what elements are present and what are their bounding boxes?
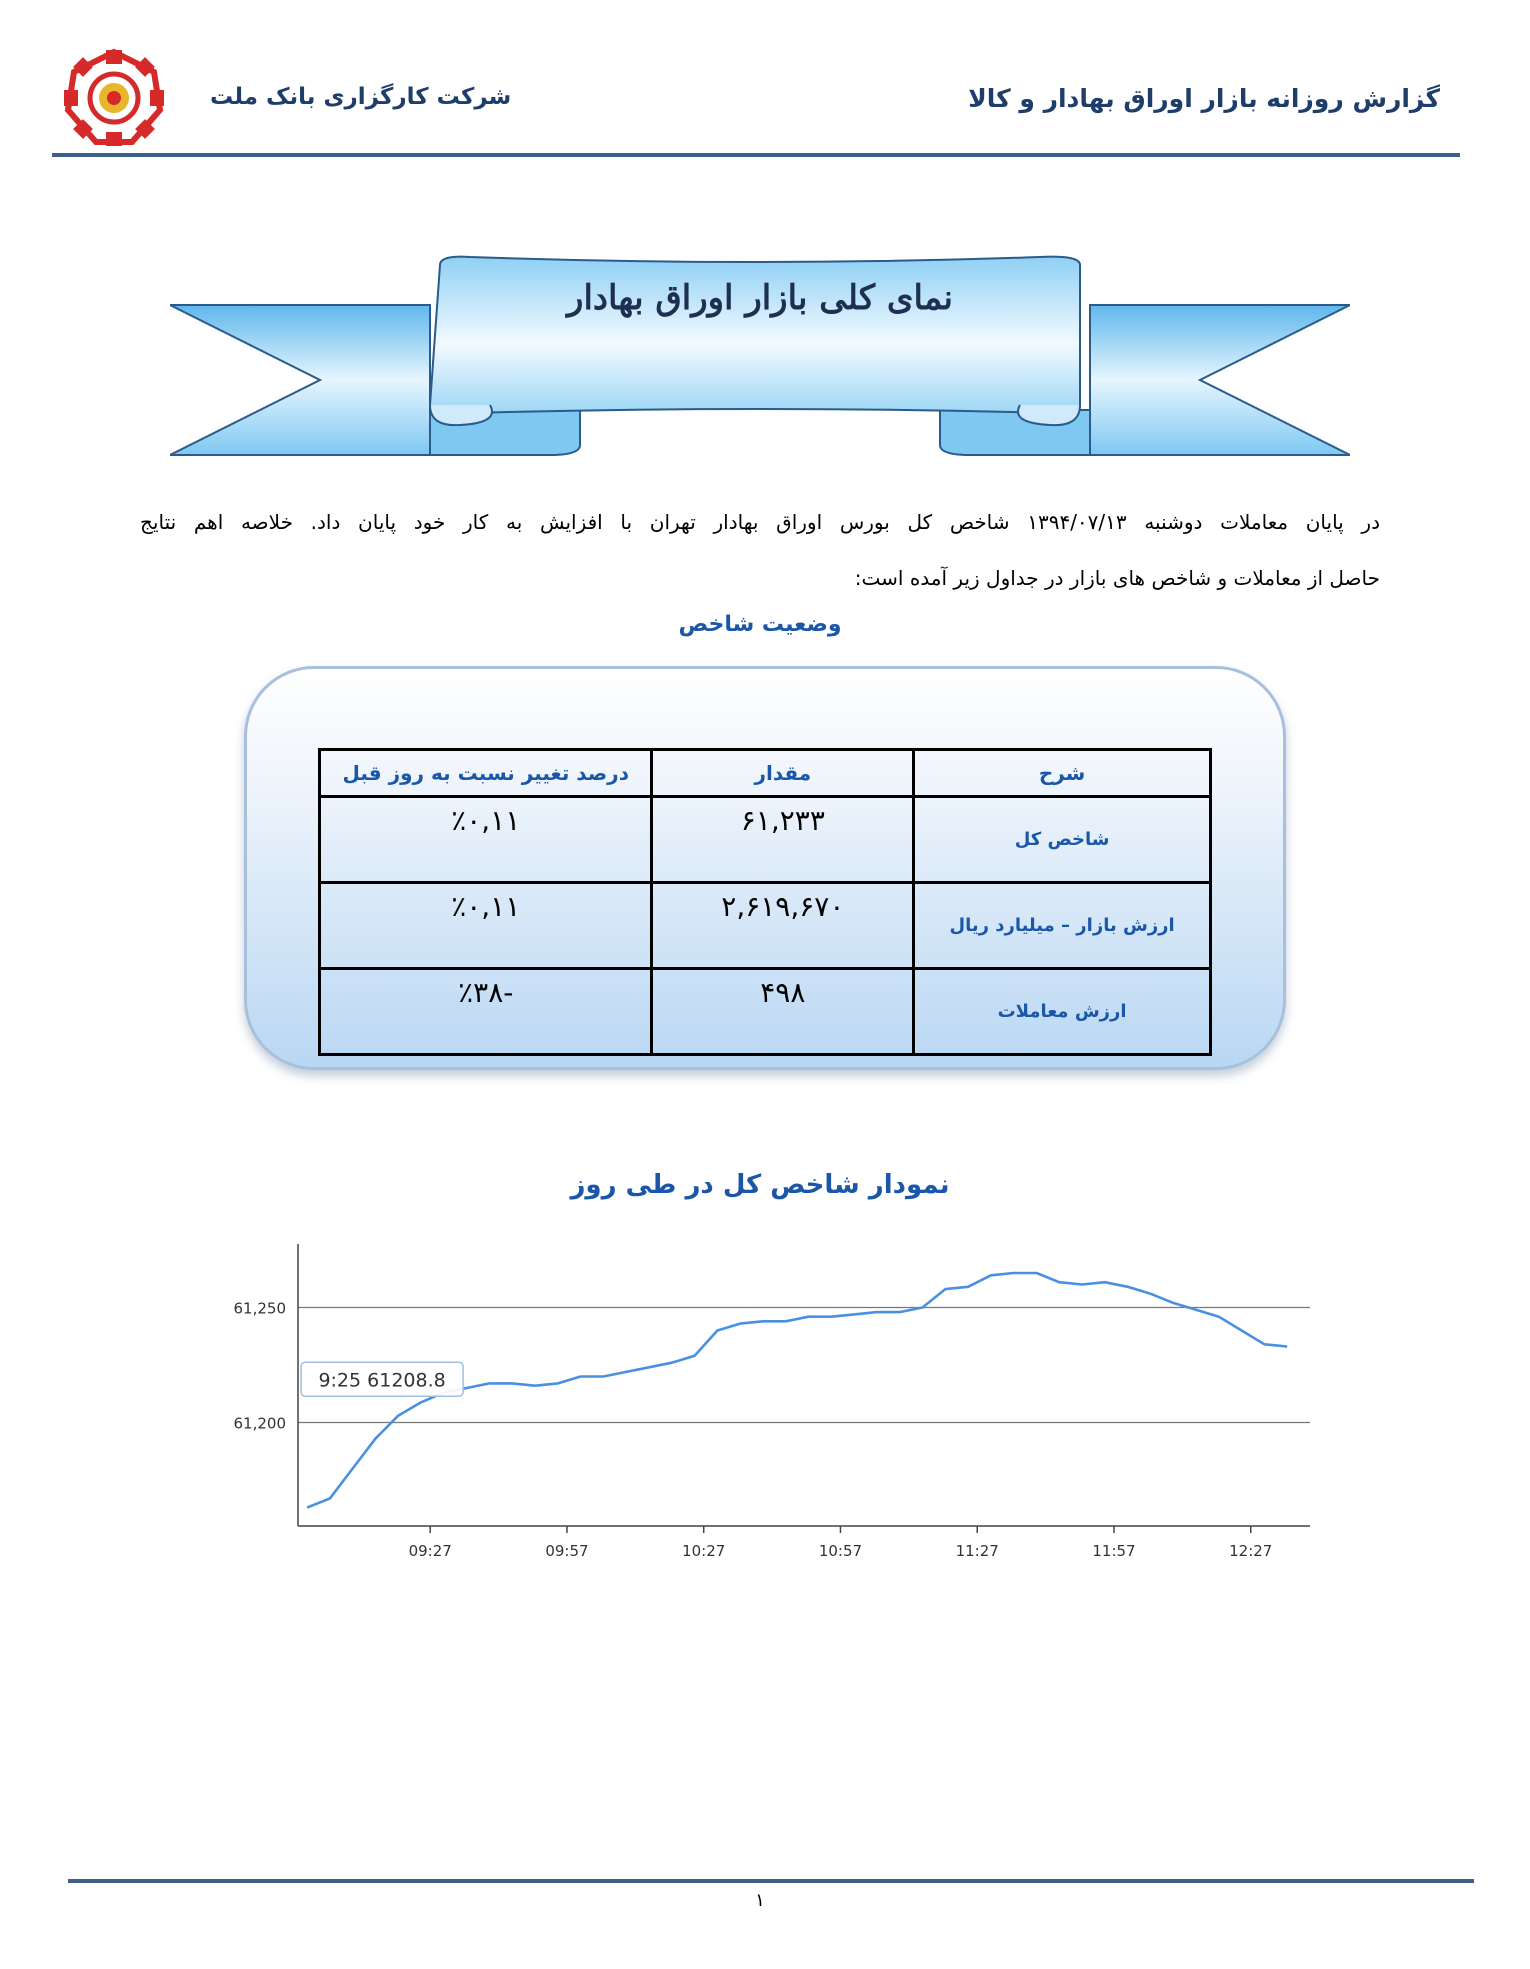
index-table	[318, 748, 1212, 1056]
tooltip-text: 9:25 61208.8	[318, 1369, 446, 1392]
column-header-change: درصد تغییر نسبت به روز قبل	[320, 750, 652, 797]
row-desc: شاخص کل	[914, 797, 1211, 883]
row-change: ٪۰,۱۱	[320, 797, 652, 883]
y-tick-label: 61,250	[233, 1299, 286, 1318]
banner-title: نمای کلی بازار اوراق بهادار	[567, 278, 953, 318]
company-name: شرکت کارگزاری بانک ملت	[210, 84, 512, 110]
report-title: گزارش روزانه بازار اوراق بهادار و کالا	[968, 84, 1440, 113]
intro-paragraph	[140, 494, 1380, 606]
table-row	[320, 797, 1211, 883]
y-tick-label: 61,200	[233, 1414, 286, 1433]
x-tick-label: 09:27	[408, 1542, 452, 1560]
table-header-row	[320, 750, 1211, 797]
table-row	[320, 969, 1211, 1055]
row-value: ۲,۶۱۹,۶۷۰	[652, 883, 914, 969]
row-desc: ارزش بازار – میلیارد ریال	[914, 883, 1211, 969]
row-change: -٪۳۸	[320, 969, 652, 1055]
data-tooltip	[301, 1362, 463, 1396]
table-row	[320, 883, 1211, 969]
x-tick-label: 11:57	[1092, 1542, 1136, 1560]
x-tick-label: 10:27	[682, 1542, 726, 1560]
intro-line-1: در پایان معاملات دوشنبه ۱۳۹۴/۰۷/۱۳ شاخص کل بورس اوراق بهادار تهران با افزایش به کار خود پایان داد. خلاصه اهم نتایج	[140, 510, 1380, 534]
row-desc: ارزش معاملات	[914, 969, 1211, 1055]
x-tick-label: 10:57	[818, 1542, 863, 1560]
row-change: ٪۰,۱۱	[320, 883, 652, 969]
column-header-value: مقدار	[652, 750, 914, 797]
intro-line-2: حاصل از معاملات و شاخص های بازار در جداول زیر آمده است:	[854, 566, 1380, 590]
x-tick-label: 11:27	[955, 1542, 999, 1560]
row-value: ۶۱,۲۳۳	[652, 797, 914, 883]
header-divider	[52, 153, 1460, 157]
index-section-title: وضعیت شاخص	[678, 612, 842, 637]
column-header-desc: شرح	[914, 750, 1211, 797]
row-value: ۴۹۸	[652, 969, 914, 1055]
page-number: ۱	[755, 1890, 765, 1911]
x-tick-label: 09:57	[545, 1542, 589, 1560]
footer-divider	[68, 1879, 1474, 1883]
x-tick-label: 12:27	[1229, 1542, 1273, 1560]
chart-title: نمودار شاخص کل در طی روز	[570, 1170, 950, 1200]
bank-mellat-logo-icon	[62, 48, 166, 148]
intraday-index-chart	[190, 1240, 1340, 1580]
